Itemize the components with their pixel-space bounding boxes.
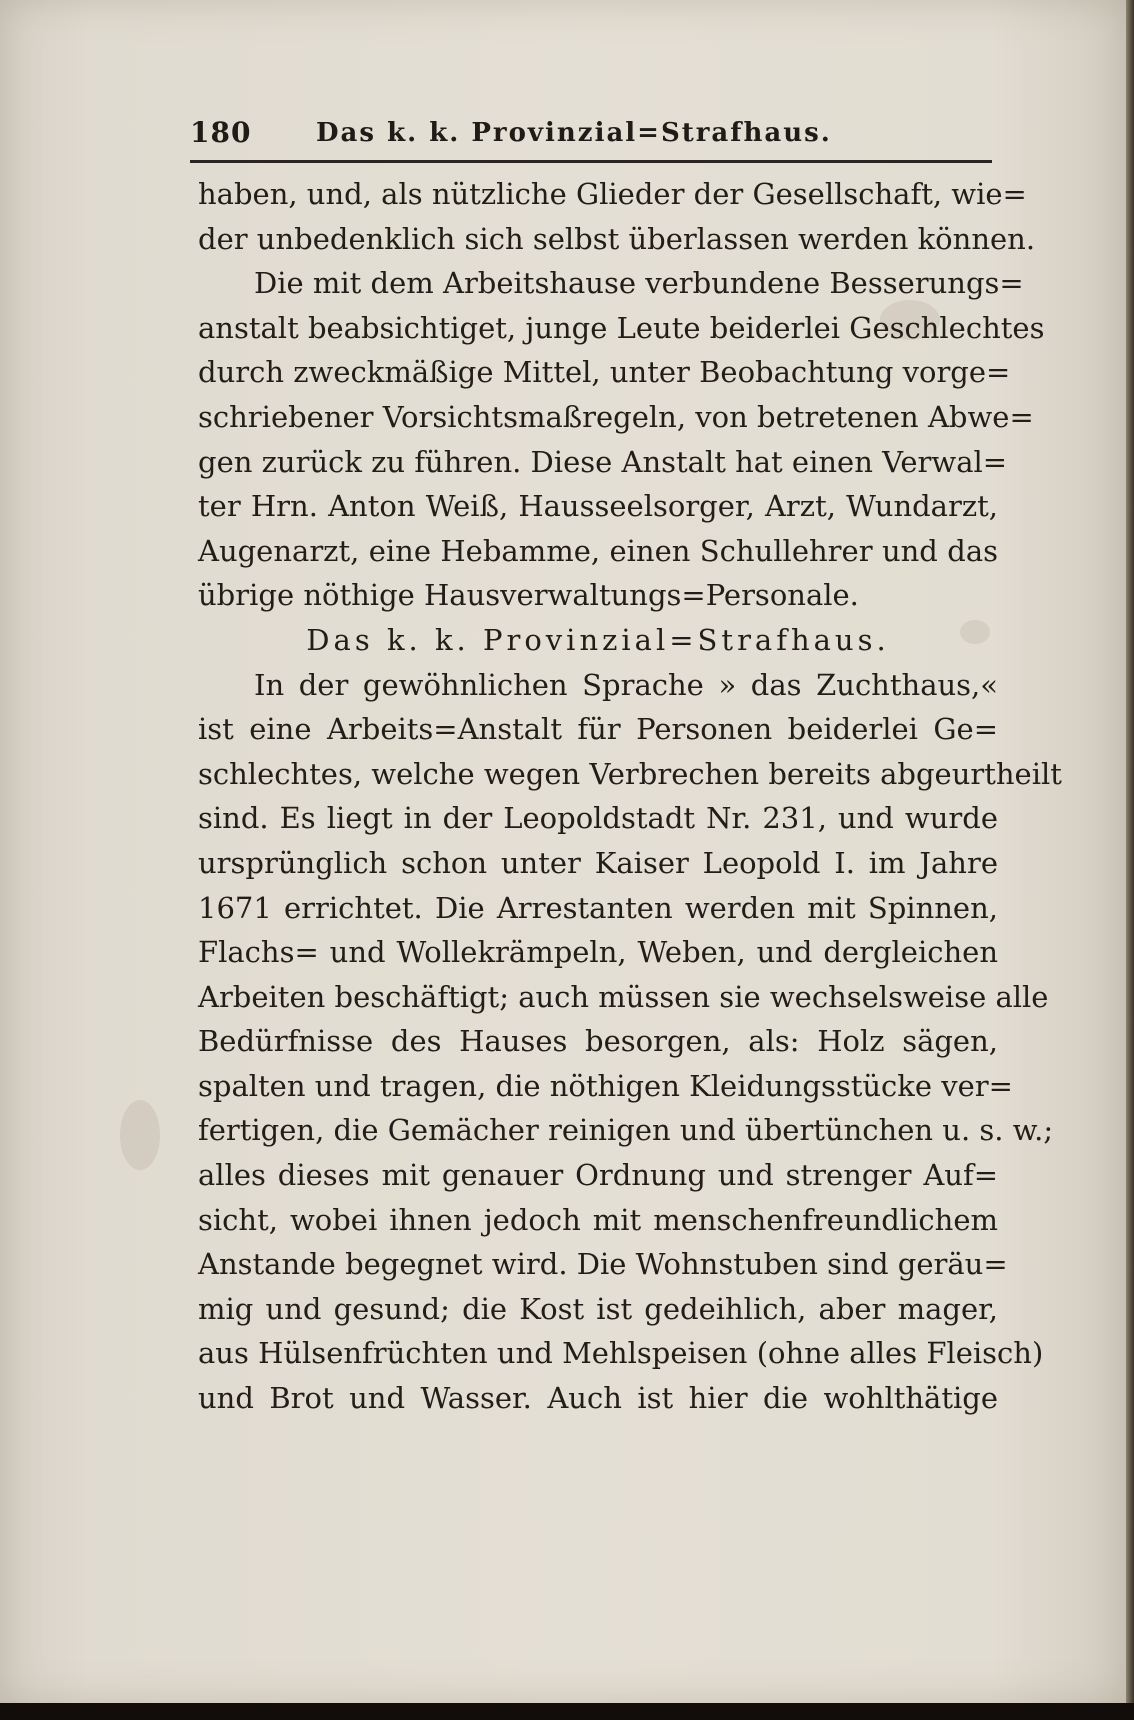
text-line: ter Hrn. Anton Weiß, Hausseelsorger, Arzt, Wundarzt, [198, 489, 998, 524]
text-line: alles dieses mit genauer Ordnung und strenger Auf= [198, 1158, 998, 1193]
running-title: Das k. k. Provinzial=Strafhaus. [316, 118, 832, 148]
text-line: schriebener Vorsichtsmaßregeln, von betretenen Abwe= [198, 399, 1034, 434]
text-line: 1671 errichtet. Die Arrestanten werden mit Spinnen, [198, 890, 998, 925]
paper-stain [120, 1100, 160, 1170]
header-rule [190, 160, 992, 163]
text-line: schlechtes, welche wegen Verbrechen bereits abgeurtheilt [198, 756, 1062, 791]
text-line: Die mit dem Arbeitshause verbundene Besserungs= [254, 266, 1024, 301]
text-line: durch zweckmäßige Mittel, unter Beobachtung vorge= [198, 355, 1011, 390]
text-line: Anstande begegnet wird. Die Wohnstuben sind geräu= [198, 1247, 1008, 1282]
body-text [198, 172, 1062, 1421]
text-line: sind. Es liegt in der Leopoldstadt Nr. 231, und wurde [198, 801, 998, 836]
text-line: aus Hülsenfrüchten und Mehlspeisen (ohne alles Fleisch) [198, 1336, 1044, 1371]
page-edge [1126, 0, 1134, 1703]
text-line: Bedürfnisse des Hauses besorgen, als: Holz sägen, [198, 1024, 998, 1059]
text-line: mig und gesund; die Kost ist gedeihlich, aber mager, [198, 1291, 998, 1326]
text-line: gen zurück zu führen. Diese Anstalt hat einen Verwal= [198, 444, 1008, 479]
text-line: der unbedenklich sich selbst überlassen werden können. [198, 221, 1036, 256]
text-line: ist eine Arbeits=Anstalt für Personen beiderlei Ge= [198, 712, 998, 747]
section-heading: Das k. k. Provinzial=Strafhaus. [306, 622, 890, 657]
text-line: Flachs= und Wollekrämpeln, Weben, und dergleichen [198, 935, 998, 970]
text-line: fertigen, die Gemächer reinigen und übertünchen u. s. w.; [198, 1113, 1054, 1148]
text-line: und Brot und Wasser. Auch ist hier die wohlthätige [198, 1381, 998, 1416]
text-line: haben, und, als nützliche Glieder der Gesellschaft, wie= [198, 177, 1027, 211]
text-line: In der gewöhnlichen Sprache » das Zuchthaus,« [254, 667, 998, 702]
text-line: sicht, wobei ihnen jedoch mit menschenfreundlichem [198, 1202, 998, 1237]
text-line: übrige nöthige Hausverwaltungs=Personale. [198, 578, 859, 613]
text-line: anstalt beabsichtiget, junge Leute beiderlei Geschlechtes [198, 310, 1045, 345]
page-number: 180 [190, 116, 252, 149]
text-line: Arbeiten beschäftigt; auch müssen sie wechselsweise alle [198, 979, 1049, 1014]
scan-border [0, 1703, 1134, 1720]
text-line: Augenarzt, eine Hebamme, einen Schullehrer und das [198, 533, 998, 568]
text-line: ursprünglich schon unter Kaiser Leopold I. im Jahre [198, 845, 998, 880]
text-line: spalten und tragen, die nöthigen Kleidungsstücke ver= [198, 1068, 1013, 1103]
page-header [190, 116, 992, 156]
